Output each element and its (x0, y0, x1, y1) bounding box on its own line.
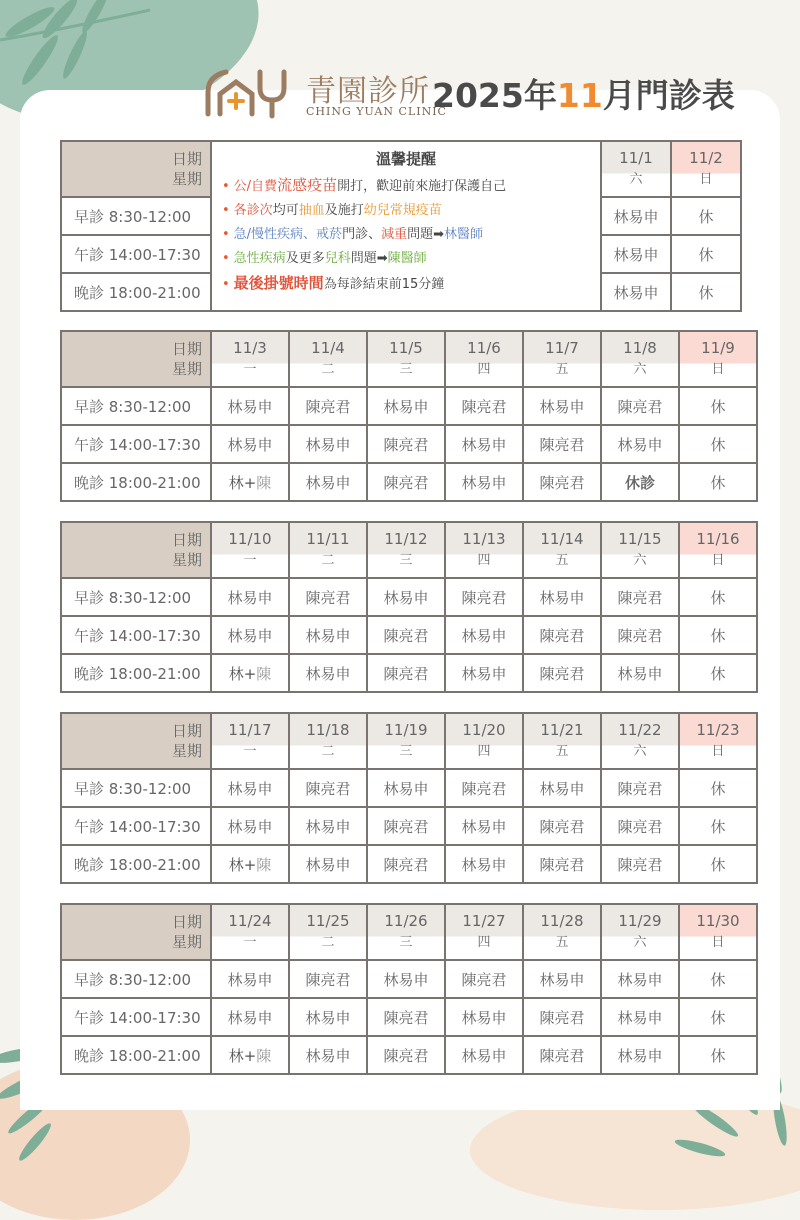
weekday-label: 星期 (171, 742, 202, 760)
schedule-cell: 林+陳 (211, 1036, 289, 1074)
weekday-label: 星期 (171, 933, 202, 951)
date-header-cell: 11/17 一 (211, 713, 289, 769)
schedule-cell: 林易申 (289, 1036, 367, 1074)
date-label: 日期 (171, 531, 202, 549)
date-header-cell: 11/29 六 (601, 904, 679, 960)
date-header-cell-sunday: 11/23 日 (679, 713, 757, 769)
schedule-cell: 林易申 (289, 998, 367, 1036)
schedule-cell: 休 (679, 387, 757, 425)
date-header-cell: 11/4 二 (289, 331, 367, 387)
date-header-cell: 11/18 二 (289, 713, 367, 769)
schedule-cell: 林易申 (367, 769, 445, 807)
schedule-table-week-4 (60, 712, 758, 884)
schedule-cell: 林易申 (601, 998, 679, 1036)
schedule-cell: 林易申 (367, 578, 445, 616)
slot-label-afternoon: 午診 14:00-17:30 (61, 235, 211, 273)
schedule-cell: 陳亮君 (523, 1036, 601, 1074)
schedule-cell: 陳亮君 (367, 654, 445, 692)
notice-title: 溫馨提醒 (375, 150, 436, 168)
schedule-cell: 休 (671, 197, 741, 235)
date-header-cell: 11/8 六 (601, 331, 679, 387)
schedule-cell: 休診 (601, 463, 679, 501)
date-header-cell: 11/25 二 (289, 904, 367, 960)
weekday-label: 星期 (171, 551, 202, 569)
schedule-cell: 陳亮君 (601, 616, 679, 654)
notice-line: • 急性疾病及更多兒科問題➡陳醫師 (222, 251, 427, 266)
schedule-cell: 林易申 (289, 845, 367, 883)
schedule-cell: 陳亮君 (445, 769, 523, 807)
slot-label-morning: 早診 8:30-12:00 (61, 578, 211, 616)
corner-header (61, 904, 211, 960)
schedule-cell: 陳亮君 (523, 845, 601, 883)
schedule-cell: 林易申 (601, 425, 679, 463)
schedule-cell: 林易申 (445, 845, 523, 883)
schedule-cell: 林易申 (289, 425, 367, 463)
date-header-cell: 11/28 五 (523, 904, 601, 960)
page-title (432, 70, 735, 117)
schedule-cell: 陳亮君 (523, 616, 601, 654)
schedule-cell: 休 (679, 425, 757, 463)
date-header-cell: 11/24 一 (211, 904, 289, 960)
date-header-cell: 11/22 六 (601, 713, 679, 769)
schedule-cell: 陳亮君 (289, 769, 367, 807)
schedule-cell: 林易申 (211, 807, 289, 845)
schedule-table-week-3 (60, 521, 758, 693)
schedule-cell: 陳亮君 (523, 463, 601, 501)
schedule-cell: 林易申 (289, 654, 367, 692)
slot-label-morning: 早診 8:30-12:00 (61, 769, 211, 807)
schedule-cell: 林易申 (211, 960, 289, 998)
schedule-cell: 休 (679, 463, 757, 501)
schedule-cell: 陳亮君 (289, 960, 367, 998)
slot-label-afternoon: 午診 14:00-17:30 (61, 425, 211, 463)
date-header-cell-sunday: 11/30 日 (679, 904, 757, 960)
date-header-cell: 11/11 二 (289, 522, 367, 578)
notice-box (211, 141, 601, 311)
schedule-cell: 休 (671, 273, 741, 311)
schedule-cell: 林易申 (211, 578, 289, 616)
date-header-cell: 11/13 四 (445, 522, 523, 578)
date-header-cell: 11/5 三 (367, 331, 445, 387)
schedule-cell: 陳亮君 (367, 998, 445, 1036)
schedule-cell: 林易申 (445, 807, 523, 845)
schedule-cell: 陳亮君 (601, 769, 679, 807)
date-header-cell: 11/21 五 (523, 713, 601, 769)
date-header-cell: 11/19 三 (367, 713, 445, 769)
clinic-name-en: CHING YUAN CLINIC (306, 105, 447, 118)
schedule-cell: 休 (679, 807, 757, 845)
schedule-cell: 陳亮君 (445, 578, 523, 616)
date-label: 日期 (171, 340, 202, 358)
slot-label-evening: 晚診 18:00-21:00 (61, 1036, 211, 1074)
schedule-cell: 林易申 (445, 616, 523, 654)
schedule-cell: 林易申 (211, 387, 289, 425)
schedule-cell: 陳亮君 (367, 1036, 445, 1074)
date-header-cell: 11/27 四 (445, 904, 523, 960)
schedule-cell: 陳亮君 (601, 387, 679, 425)
schedule-cell: 林易申 (445, 425, 523, 463)
date-header-cell: 11/6 四 (445, 331, 523, 387)
corner-header (61, 331, 211, 387)
date-header-cell: 11/1 六 (601, 141, 671, 197)
schedule-cell: 林易申 (445, 654, 523, 692)
slot-label-evening: 晚診 18:00-21:00 (61, 273, 211, 311)
schedule-cell: 陳亮君 (367, 616, 445, 654)
page-header (200, 64, 770, 124)
schedule-cell: 林易申 (211, 769, 289, 807)
schedule-cell: 休 (679, 769, 757, 807)
weekday-label: 星期 (171, 170, 202, 188)
title-month: 11 (556, 76, 603, 115)
corner-header (61, 713, 211, 769)
schedule-cell: 陳亮君 (523, 998, 601, 1036)
schedule-cell: 休 (671, 235, 741, 273)
slot-label-afternoon: 午診 14:00-17:30 (61, 807, 211, 845)
schedule-cell: 林易申 (367, 960, 445, 998)
schedule-cell: 林易申 (211, 425, 289, 463)
slot-label-evening: 晚診 18:00-21:00 (61, 845, 211, 883)
slot-label-evening: 晚診 18:00-21:00 (61, 654, 211, 692)
clinic-name: 青園診所 (306, 74, 430, 109)
schedule-cell: 林易申 (601, 654, 679, 692)
notice-line: • 最後掛號時間為每診結束前15分鐘 (222, 274, 445, 292)
schedule-cell: 陳亮君 (523, 425, 601, 463)
schedule-cell: 林易申 (523, 387, 601, 425)
title-suffix: 月門診表 (602, 76, 735, 115)
corner-header (61, 141, 211, 197)
slot-label-evening: 晚診 18:00-21:00 (61, 463, 211, 501)
schedule-table-week-5 (60, 903, 758, 1075)
schedule-cell: 林易申 (445, 998, 523, 1036)
notice-line: • 公/自費流感疫苗開打，歡迎前來施打保護自己 (222, 176, 507, 194)
date-header-cell: 11/7 五 (523, 331, 601, 387)
schedule-cell: 陳亮君 (523, 654, 601, 692)
schedule-cell: 休 (679, 845, 757, 883)
date-label: 日期 (171, 722, 202, 740)
date-header-cell: 11/15 六 (601, 522, 679, 578)
schedule-cell: 休 (679, 616, 757, 654)
schedule-cell: 林易申 (601, 273, 671, 311)
schedule-table-week-1 (60, 140, 742, 312)
schedule-cell: 林易申 (601, 197, 671, 235)
slot-label-morning: 早診 8:30-12:00 (61, 197, 211, 235)
schedule-cell: 陳亮君 (289, 387, 367, 425)
schedule-cell: 林易申 (289, 463, 367, 501)
date-header-cell-sunday: 11/2 日 (671, 141, 741, 197)
schedule-cell: 陳亮君 (367, 425, 445, 463)
schedule-cell: 休 (679, 1036, 757, 1074)
schedule-cell: 休 (679, 960, 757, 998)
schedule-cell: 陳亮君 (601, 578, 679, 616)
date-header-cell-sunday: 11/9 日 (679, 331, 757, 387)
schedule-cell: 林易申 (523, 578, 601, 616)
date-label: 日期 (171, 150, 202, 168)
schedule-cell: 休 (679, 998, 757, 1036)
schedule-cell: 林易申 (523, 960, 601, 998)
schedule-cell: 陳亮君 (445, 387, 523, 425)
date-header-cell: 11/12 三 (367, 522, 445, 578)
schedule-cell: 林易申 (445, 463, 523, 501)
schedule-cell: 林+陳 (211, 845, 289, 883)
schedule-cell: 陳亮君 (601, 807, 679, 845)
notice-line: • 各診次均可抽血及施打幼兒常規疫苗 (222, 203, 442, 218)
schedule-cell: 林易申 (445, 1036, 523, 1074)
schedule-cell: 陳亮君 (367, 463, 445, 501)
date-label: 日期 (171, 913, 202, 931)
schedule-cell: 林+陳 (211, 654, 289, 692)
schedule-cell: 林+陳 (211, 463, 289, 501)
schedule-cell: 林易申 (523, 769, 601, 807)
schedule-cell: 林易申 (367, 387, 445, 425)
title-year: 2025年 (432, 76, 557, 115)
slot-label-afternoon: 午診 14:00-17:30 (61, 616, 211, 654)
date-header-cell: 11/10 一 (211, 522, 289, 578)
weekday-label: 星期 (171, 360, 202, 378)
corner-header (61, 522, 211, 578)
date-header-cell: 11/20 四 (445, 713, 523, 769)
slot-label-afternoon: 午診 14:00-17:30 (61, 998, 211, 1036)
schedule-cell: 休 (679, 654, 757, 692)
schedule-cell: 陳亮君 (523, 807, 601, 845)
schedule-cell: 林易申 (289, 616, 367, 654)
schedule-cell: 陳亮君 (367, 807, 445, 845)
schedule-cell: 陳亮君 (445, 960, 523, 998)
schedule-cell: 陳亮君 (289, 578, 367, 616)
slot-label-morning: 早診 8:30-12:00 (61, 960, 211, 998)
schedule-cell: 林易申 (601, 960, 679, 998)
date-header-cell: 11/3 一 (211, 331, 289, 387)
clinic-logo-icon (200, 64, 300, 122)
schedule-cell: 林易申 (211, 998, 289, 1036)
schedule-cell: 林易申 (211, 616, 289, 654)
notice-line: • 急/慢性疾病、戒菸門診、減重問題➡林醫師 (222, 227, 484, 242)
date-header-cell: 11/26 三 (367, 904, 445, 960)
schedule-cell: 林易申 (601, 235, 671, 273)
schedule-cell: 休 (679, 578, 757, 616)
schedule-cell: 林易申 (601, 1036, 679, 1074)
date-header-cell: 11/14 五 (523, 522, 601, 578)
schedule-cell: 林易申 (289, 807, 367, 845)
date-header-cell-sunday: 11/16 日 (679, 522, 757, 578)
schedule-cell: 陳亮君 (367, 845, 445, 883)
schedule-table-week-2 (60, 330, 758, 502)
slot-label-morning: 早診 8:30-12:00 (61, 387, 211, 425)
schedule-cell: 陳亮君 (601, 845, 679, 883)
